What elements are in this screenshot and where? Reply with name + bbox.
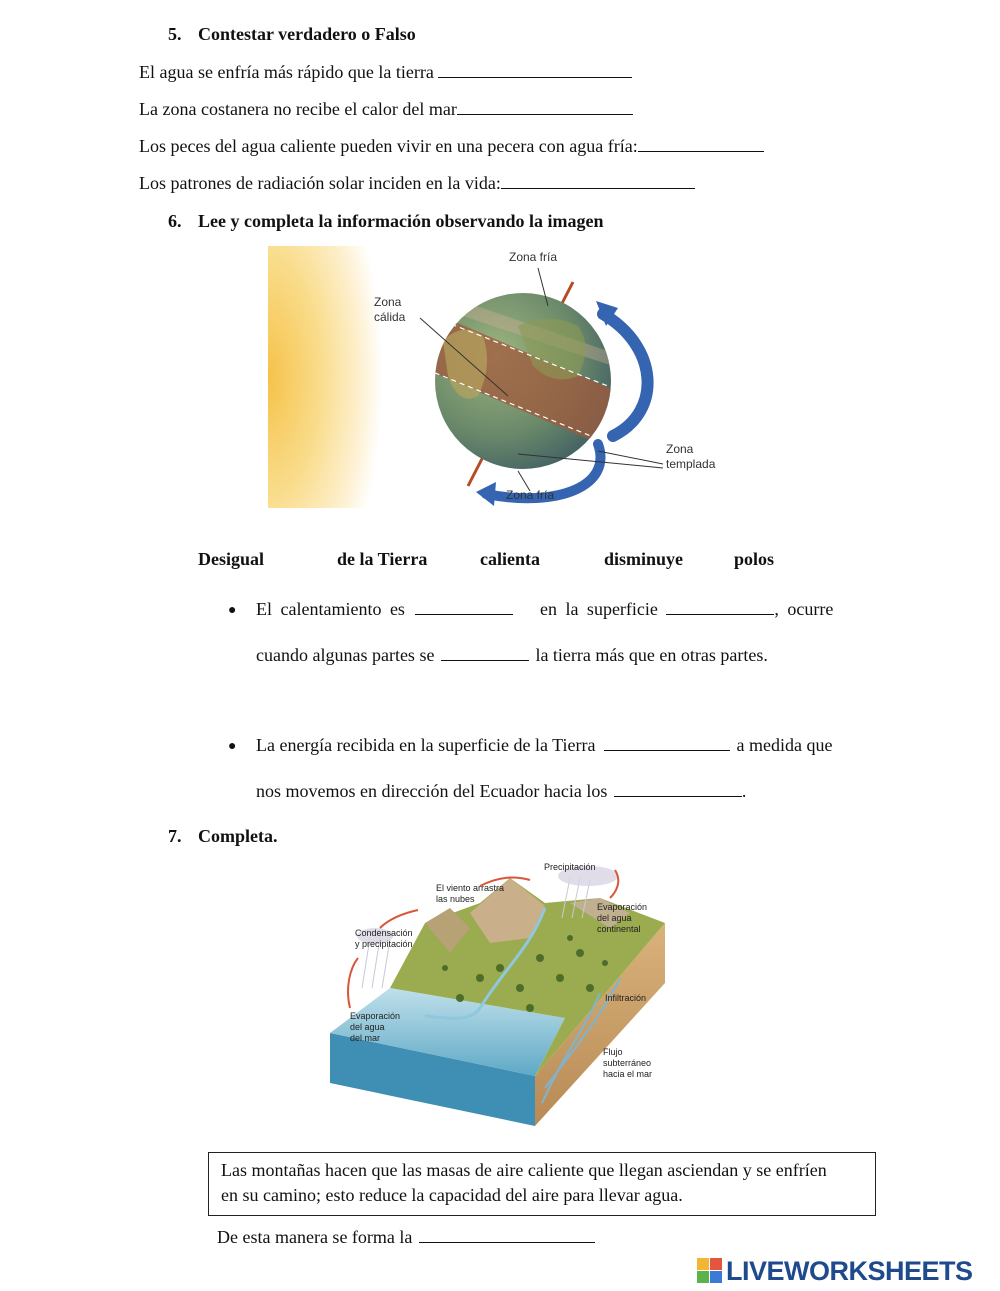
sun-glow <box>268 246 383 508</box>
q7-heading: 7. Completa. <box>168 826 278 846</box>
bullet-dot-2: ● <box>228 739 237 754</box>
answer-blank-2[interactable] <box>457 100 633 115</box>
label-flujo-2: subterráneo <box>603 1058 652 1068</box>
answer-blank-6[interactable] <box>666 600 774 615</box>
answer-blank-3[interactable] <box>638 137 764 152</box>
answer-blank-4[interactable] <box>501 174 695 189</box>
answer-blank-7[interactable] <box>441 646 529 661</box>
word-bank-4: disminuye <box>604 549 684 569</box>
answer-blank-1[interactable] <box>438 63 632 78</box>
word-bank-3: calienta <box>480 549 540 569</box>
answer-blank-10[interactable] <box>419 1228 595 1243</box>
label-evap-mar-2: del agua <box>350 1022 385 1032</box>
label-evap-cont-2: del agua <box>597 913 632 923</box>
label-zona-calida-1: Zona <box>374 295 402 309</box>
q6-title: Lee y completa la información observando la imagen <box>198 211 604 231</box>
answer-blank-9[interactable] <box>614 782 742 797</box>
label-evap-mar-3: del mar <box>350 1033 381 1043</box>
bullet1-line2: cuando algunas partes se la tierra más que en otras partes. <box>256 645 768 665</box>
label-flujo-3: hacia el mar <box>603 1069 653 1079</box>
answer-blank-8[interactable] <box>604 736 730 751</box>
label-zona-templada-2: templada <box>666 457 716 471</box>
logo-blocks-icon <box>697 1258 723 1284</box>
q5-heading: 5. Contestar verdadero o Falso <box>168 24 416 44</box>
info-box-line-2: en su camino; esto reduce la capacidad del aire para llevar agua. <box>221 1185 683 1205</box>
q6-heading: 6. Lee y completa la información observando la imagen <box>168 211 604 231</box>
label-infiltracion: Infiltración <box>605 993 647 1003</box>
bullet2-line1: La energía recibida en la superficie de la Tierra a medida que <box>256 735 833 755</box>
label-evap-cont-3: continental <box>597 924 641 934</box>
label-condensacion-1: Condensación <box>355 928 413 938</box>
label-precipitacion: Precipitación <box>544 862 596 872</box>
label-zona-templada-1: Zona <box>666 442 694 456</box>
label-flujo-1: Flujo <box>603 1047 623 1057</box>
q5-statement-4: Los patrones de radiación solar inciden en la vida: <box>139 173 695 194</box>
earth-sun-illustration <box>268 246 728 516</box>
label-zona-fria-bottom: Zona fría <box>506 488 555 502</box>
bullet-dot-1: ● <box>228 603 237 618</box>
q5-title: Contestar verdadero o Falso <box>198 24 416 44</box>
info-box-line-1: Las montañas hacen que las masas de aire caliente que llegan asciendan y se enfríen <box>221 1160 827 1180</box>
word-bank-5: polos <box>734 549 775 569</box>
label-zona-calida-2: cálida <box>374 310 406 324</box>
q5-statement-2: La zona costanera no recibe el calor del mar <box>139 99 633 120</box>
word-bank-1: Desigual <box>198 549 265 569</box>
info-box <box>208 1152 876 1216</box>
climate-zones-figure <box>268 246 728 516</box>
q5-statement-1: El agua se enfría más rápido que la tierra <box>139 62 632 83</box>
label-viento-2: las nubes <box>436 894 475 904</box>
label-evap-mar-1: Evaporación <box>350 1011 401 1021</box>
logo-text: LIVEWORKSHEETS <box>726 1255 973 1286</box>
bullet1-line1: El calentamiento es en la superficie , ocurre <box>256 599 834 619</box>
q5-statement-3: Los peces del agua caliente pueden vivir en una pecera con agua fría: <box>139 136 764 157</box>
label-zona-fria-top: Zona fría <box>509 250 558 264</box>
label-viento-1: El viento arrastra <box>436 883 505 893</box>
answer-blank-5[interactable] <box>415 600 513 615</box>
word-bank-2: de la Tierra <box>337 549 428 569</box>
water-cycle-figure <box>330 858 665 1130</box>
bullet2-line2: nos movemos en dirección del Ecuador hacia los . <box>256 781 747 801</box>
label-evap-cont-1: Evaporación <box>597 902 648 912</box>
final-prompt: De esta manera se forma la <box>217 1227 595 1248</box>
q7-title: Completa. <box>198 826 278 846</box>
label-condensacion-2: y precipitación <box>355 939 413 949</box>
liveworksheets-logo <box>697 1254 973 1288</box>
